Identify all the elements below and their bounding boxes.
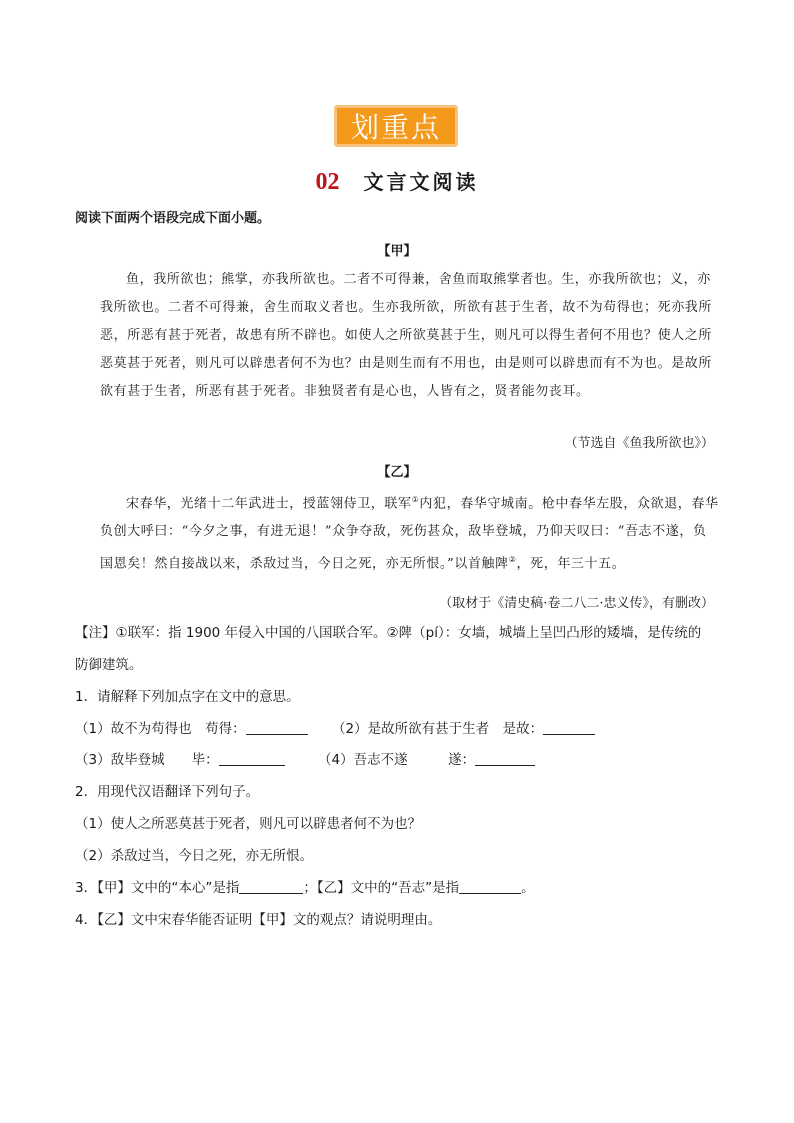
- banner-text: 划重点: [350, 111, 441, 144]
- question-1-2-text: （2）是故所欲有甚于生者 是故：: [332, 721, 544, 737]
- passage-b-part-2: 内犯，春华守城南。枪中春华左股，众欲退，春华负创大呼曰：“今夕之事，有进无退！”众争夺敌，死伤甚众，敌毕登城，乃仰天叹曰：“吾志不遂，负国恩矣！然自接战以来，杀敌过当，今日之死，亦无所恨。”以首触陴: [100, 496, 719, 572]
- answer-blank[interactable]: [459, 879, 521, 894]
- section-title: 文言文阅读: [363, 170, 479, 194]
- notes-line-2: 防御建筑。: [75, 657, 143, 673]
- question-4: 4．【乙】文中宋春华能否证明【甲】文的观点？请说明理由。: [75, 912, 442, 928]
- notes-line-1: 【注】①联军：指 1900 年侵入中国的八国联合军。②陴（pí）：女墙，城墙上呈凹凸形的矮墙，是传统的: [75, 625, 702, 641]
- question-1-4: [318, 751, 535, 769]
- answer-blank[interactable]: [246, 720, 308, 735]
- passage-a-label: 【甲】: [377, 244, 417, 259]
- question-3-separator: ；: [303, 880, 317, 896]
- passage-b-text: [100, 486, 720, 579]
- answer-blank[interactable]: [475, 751, 535, 766]
- note-mark-2: ②: [508, 555, 517, 565]
- page-title: [0, 166, 794, 196]
- question-2-2: （2）杀敌过当，今日之死，亦无所恨。: [75, 848, 314, 864]
- note-mark-1: ①: [411, 495, 420, 504]
- answer-blank[interactable]: [239, 879, 303, 894]
- passage-b-part-3: ，死，年三十五。: [516, 556, 626, 572]
- highlight-banner: [334, 105, 458, 147]
- question-1-3-text: （3）敌毕登城 毕：: [75, 752, 219, 768]
- question-1-2: [332, 720, 595, 738]
- answer-blank[interactable]: [543, 720, 595, 735]
- instruction: 阅读下面两个语段完成下面小题。: [75, 211, 271, 226]
- question-1-1: [75, 720, 308, 738]
- question-2-1: （1）使人之所恶莫甚于死者，则凡可以辟患者何不为也？: [75, 816, 422, 832]
- question-3-part-b: 【乙】文中的“吾志”是指: [316, 880, 460, 896]
- answer-blank[interactable]: [219, 751, 285, 766]
- question-2: 2．用现代汉语翻译下列句子。: [75, 784, 260, 800]
- question-3: [75, 879, 535, 897]
- passage-b-label: 【乙】: [377, 465, 417, 480]
- question-1-1-text: （1）故不为苟得也 苟得：: [75, 721, 246, 737]
- question-1-4-text: （4）吾志不遂 遂：: [318, 752, 476, 768]
- question-3-part-a: 3．【甲】文中的“本心”是指: [75, 880, 240, 896]
- passage-b-source: （取材于《清史稿·卷二八二·忠义传》，有删改）: [439, 596, 714, 611]
- passage-a-source: （节选自《鱼我所欲也》）: [564, 436, 714, 451]
- passage-b-part-1: 宋春华，光绪十二年武进士，授蓝翎侍卫，联军: [126, 496, 412, 512]
- section-number: 02: [315, 169, 340, 195]
- question-1: 1．请解释下列加点字在文中的意思。: [75, 689, 300, 705]
- question-3-end: 。: [521, 880, 535, 896]
- passage-a-text: 鱼，我所欲也；熊掌，亦我所欲也。二者不可得兼，舍鱼而取熊掌者也。生，亦我所欲也；义，亦我所欲也。二者不可得兼，舍生而取义者也。生亦我所欲，所欲有甚于生者，故不为苟得也；死亦我所恶，所恶有甚于死者，故患有所不辟也。如使人之所欲莫甚于生，则凡可以得生者何不用也？使人之所恶莫甚于死者，则凡可以辟患者何不为也？由是则生而有不用也，由是则可以辟患而有不为也。是故所欲有甚于生者，所恶有甚于死者。非独贤者有是心也，人皆有之，贤者能勿丧耳。: [100, 272, 713, 399]
- question-1-3: [75, 751, 285, 769]
